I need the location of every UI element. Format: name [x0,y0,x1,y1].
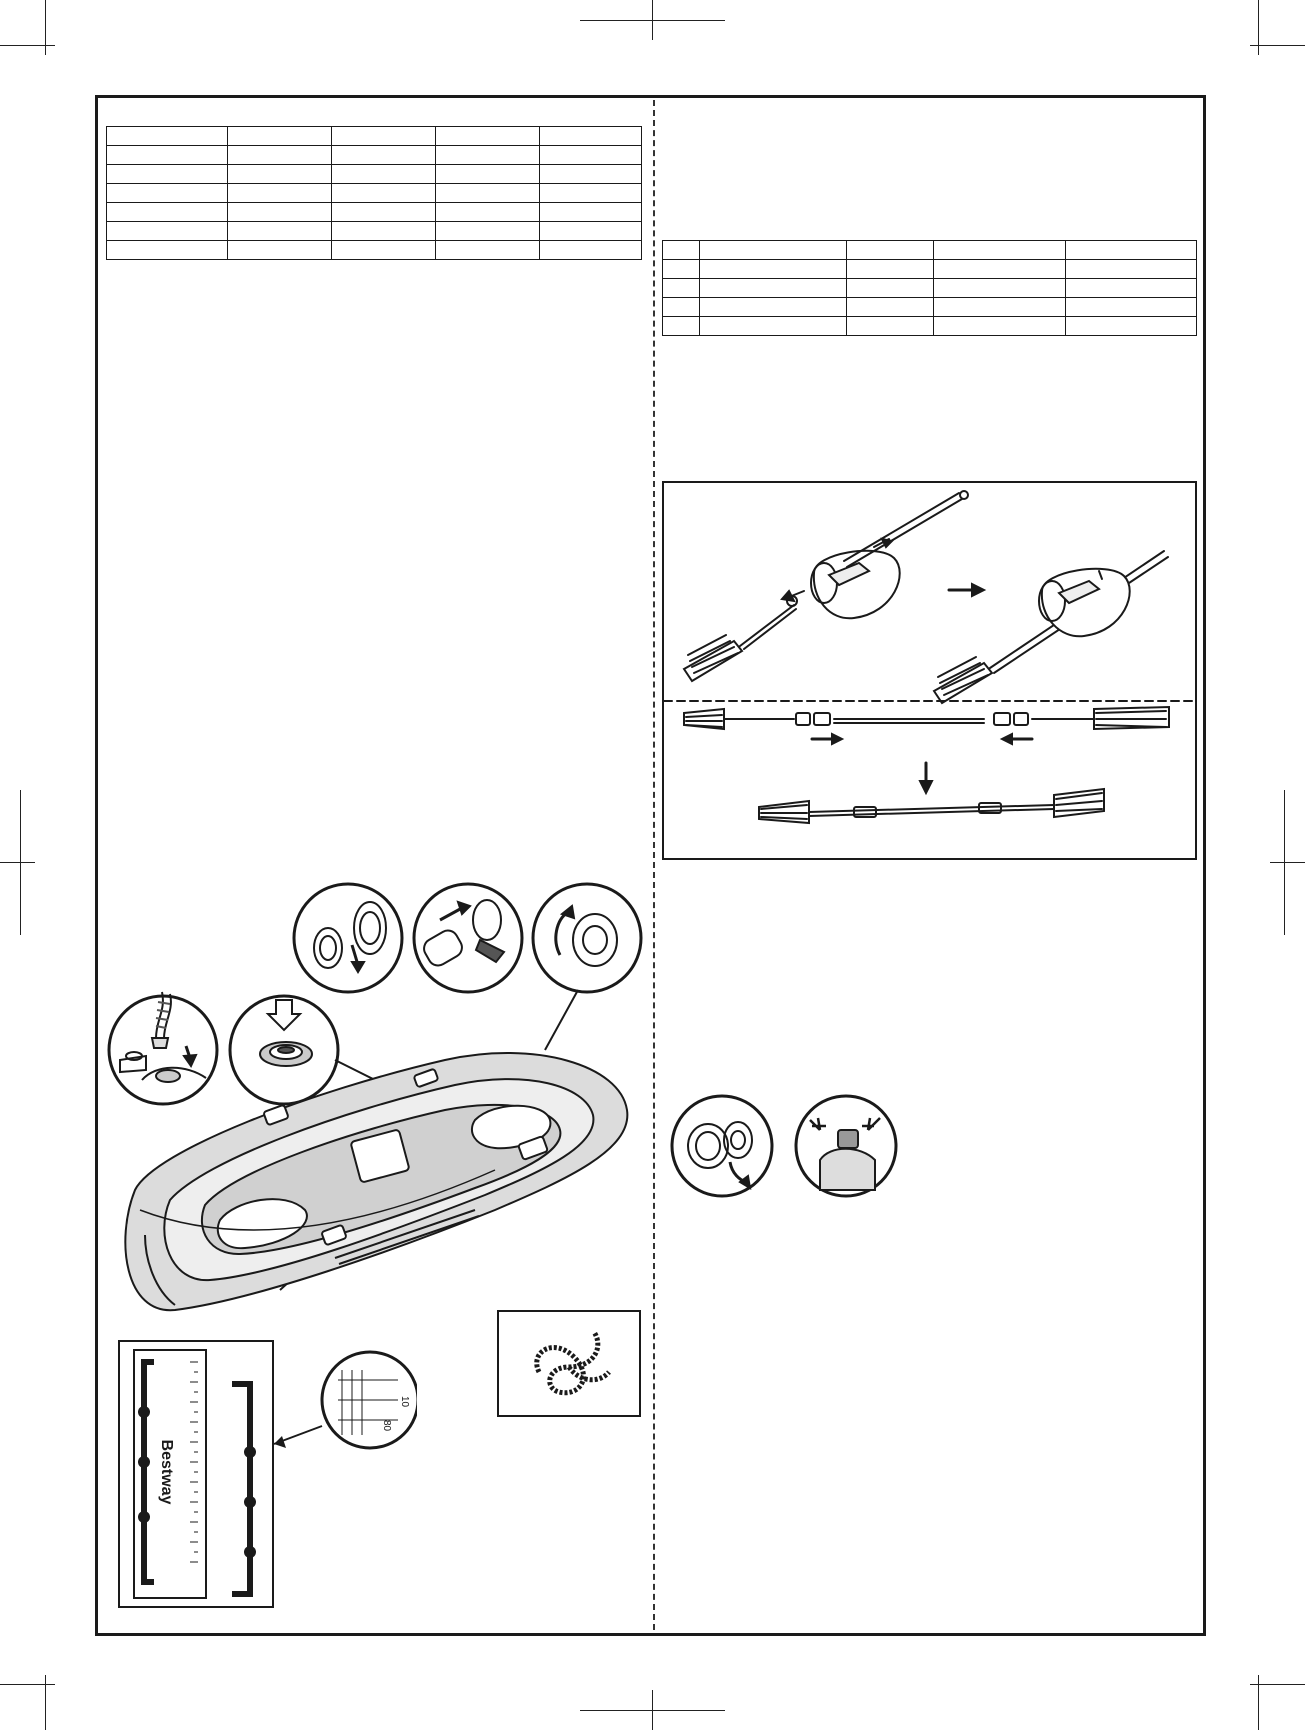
right-table-cell [663,241,700,260]
ruler-box [118,1340,274,1608]
left-table-row [107,203,642,222]
left-table-cell [332,203,436,222]
left-table-cell [436,222,540,241]
right-table-cell [700,279,847,298]
left-table-cell [228,165,332,184]
left-table-cell [332,146,436,165]
left-table-row [107,241,642,260]
left-table-cell [436,127,540,146]
left-table-cell [540,241,642,260]
column-divider [653,100,655,1630]
oar-assembly-diagram [662,481,1197,860]
left-table-cell [540,127,642,146]
right-table-cell [700,317,847,336]
left-table-cell [228,184,332,203]
right-table-cell [934,260,1065,279]
specs-table-left [106,126,642,260]
right-table-cell [663,317,700,336]
right-table-cell [934,279,1065,298]
left-table-row [107,165,642,184]
right-table-cell [1065,260,1196,279]
left-table-cell [107,146,228,165]
right-table-cell [700,298,847,317]
left-table-cell [332,222,436,241]
right-table-cell [1065,241,1196,260]
rope-icon [499,1312,639,1415]
left-table-cell [540,165,642,184]
magnifier-label-1: 10 [399,1396,410,1408]
magnifier-label-2: 80 [381,1420,392,1432]
right-table-cell [1065,279,1196,298]
right-table-cell [934,241,1065,260]
right-table-cell [847,317,934,336]
left-table-row [107,184,642,203]
valve-insert-icon [414,884,522,992]
left-table-cell [107,127,228,146]
right-table-cell [934,298,1065,317]
right-table-cell [847,279,934,298]
right-table-row [663,298,1197,317]
left-table-cell [107,241,228,260]
right-table-cell [700,260,847,279]
left-table-cell [332,165,436,184]
left-table-row [107,127,642,146]
left-table-cell [540,222,642,241]
left-table-cell [107,184,228,203]
left-table-cell [228,127,332,146]
right-table-cell [847,241,934,260]
left-table-cell [228,203,332,222]
left-table-cell [436,146,540,165]
left-table-cell [107,203,228,222]
right-table-cell [663,298,700,317]
left-table-cell [540,184,642,203]
right-table-row [663,317,1197,336]
left-table-cell [228,222,332,241]
right-table-cell [1065,317,1196,336]
left-table-cell [436,184,540,203]
rope-box [497,1310,641,1417]
left-table-cell [436,241,540,260]
ruler-magnifier [272,1340,417,1470]
inflatable-boat-icon [115,1040,635,1315]
specs-table-right [662,240,1197,336]
right-table-row [663,241,1197,260]
right-table-cell [700,241,847,260]
right-table-row [663,279,1197,298]
left-table-cell [332,127,436,146]
right-table-cell [934,317,1065,336]
deflation-steps-diagram [670,1090,902,1202]
oar-assembly-icon [664,483,1195,858]
right-table-cell [663,279,700,298]
ruler-icon [120,1342,272,1606]
left-table-cell [436,165,540,184]
ruler-brand: Bestway [158,1439,175,1505]
left-table-cell [332,241,436,260]
right-table-cell [663,260,700,279]
left-table-cell [107,165,228,184]
left-table-cell [540,146,642,165]
valve-rotate-icon [533,884,641,992]
left-table-cell [228,146,332,165]
left-table-cell [228,241,332,260]
left-table-cell [540,203,642,222]
left-table-cell [332,184,436,203]
right-table-cell [847,260,934,279]
right-table-row [663,260,1197,279]
right-table-cell [1065,298,1196,317]
left-table-row [107,146,642,165]
left-table-row [107,222,642,241]
left-table-cell [436,203,540,222]
left-table-cell [107,222,228,241]
right-table-cell [847,298,934,317]
valve-steps-diagram [290,880,646,998]
